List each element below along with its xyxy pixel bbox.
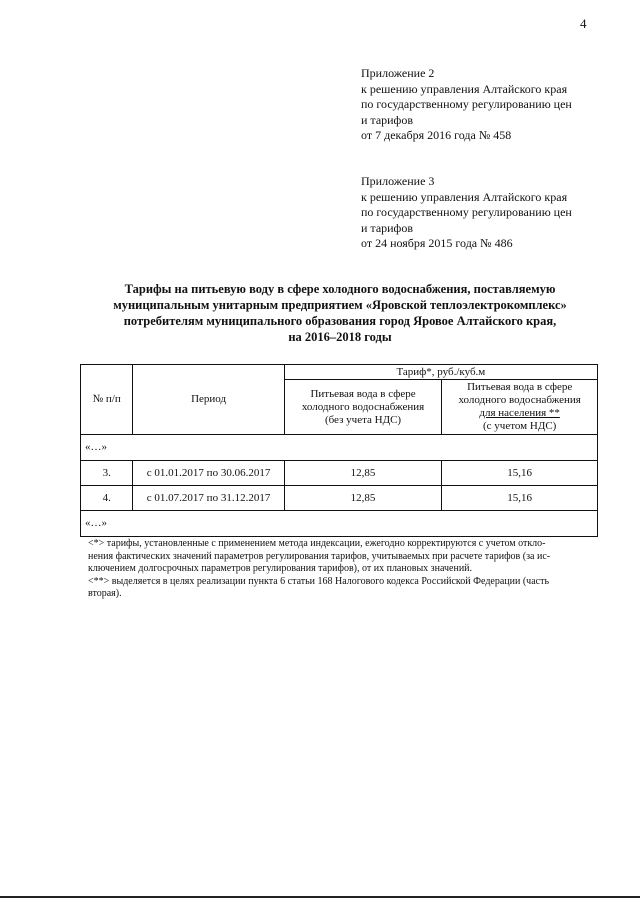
appendix-2-line: к решению управления Алтайского края	[361, 81, 568, 96]
table-row-ellipsis	[81, 511, 598, 537]
header-col-b	[442, 380, 598, 435]
document-title	[80, 281, 600, 345]
table-row	[81, 461, 598, 486]
appendix-3-line: от 24 ноября 2015 года № 486	[361, 236, 513, 250]
header-col-b-line: для населения **	[479, 407, 560, 419]
table-header-row	[81, 365, 598, 380]
cell-num: 4.	[81, 486, 133, 511]
header-period: Период	[133, 365, 284, 435]
appendix-3-line: по государственному регулированию цен	[361, 205, 572, 219]
table-row	[81, 486, 598, 511]
cell-tariff-b: 15,16	[442, 461, 598, 486]
cell-tariff-a: 12,85	[284, 461, 442, 486]
cell-period: с 01.07.2017 по 31.12.2017	[133, 486, 284, 511]
ellipsis-top: «…»	[81, 435, 598, 461]
header-col-a-line: холодного водоснабжения	[301, 400, 425, 413]
appendix-2-header	[361, 66, 611, 144]
footnote-line: <*> тарифы, установленные с применением метода индексации, ежегодно корректируются с учетом откло-	[88, 538, 546, 549]
appendix-2-line: от 7 декабря 2016 года № 458	[361, 128, 512, 142]
header-num: № п/п	[81, 365, 133, 435]
appendix-2-line: и тарифов	[361, 112, 414, 127]
header-col-b-line: холодного водоснабжения	[458, 394, 581, 406]
title-line: муниципальным унитарным предприятием «Яровской теплоэлектрокомплекс»	[113, 298, 567, 312]
appendix-3-line: и тарифов	[361, 220, 414, 235]
appendix-2-line: Приложение 2	[361, 66, 435, 80]
appendix-3-header	[361, 174, 611, 252]
appendix-3-line: к решению управления Алтайского края	[361, 189, 568, 204]
header-col-b-line: (с учетом НДС)	[483, 420, 557, 432]
cell-num: 3.	[81, 461, 133, 486]
table-row-ellipsis	[81, 435, 598, 461]
footnote-line: нения фактических значений параметров регулирования тарифов, учитываемых при расчете тарифов (за ис-	[88, 550, 551, 562]
footnote-line: <**> выделяется в целях реализации пункта 6 статьи 168 Налогового кодекса Российской Федерации (часть	[88, 575, 550, 587]
page-number: 4	[580, 16, 587, 31]
title-line: на 2016–2018 годы	[288, 330, 392, 344]
footnotes	[88, 538, 602, 601]
cell-tariff-b: 15,16	[442, 486, 598, 511]
scan-edge-line	[0, 896, 640, 898]
cell-period: с 01.01.2017 по 30.06.2017	[133, 461, 284, 486]
footnote-line: ключением долгосрочных параметров регулирования тарифов), от их плановых значений.	[88, 563, 473, 575]
appendix-2-line: по государственному регулированию цен	[361, 97, 572, 111]
header-col-a	[284, 380, 442, 435]
header-col-b-line: Питьевая вода в сфере	[467, 381, 573, 393]
ellipsis-bottom: «…»	[81, 511, 598, 537]
footnote-line: вторая).	[88, 588, 122, 600]
cell-tariff-a: 12,85	[284, 486, 442, 511]
header-col-a-line: (без учета НДС)	[324, 413, 402, 426]
header-tariff: Тариф*, руб./куб.м	[284, 365, 597, 380]
header-col-a-line: Питьевая вода в сфере	[310, 387, 416, 400]
title-line: Тарифы на питьевую воду в сфере холодного водоснабжения, поставляемую	[124, 282, 556, 296]
appendix-3-line: Приложение 3	[361, 174, 435, 188]
title-line: потребителям муниципального образования город Яровое Алтайского края,	[123, 314, 557, 328]
tariff-table	[80, 364, 598, 537]
